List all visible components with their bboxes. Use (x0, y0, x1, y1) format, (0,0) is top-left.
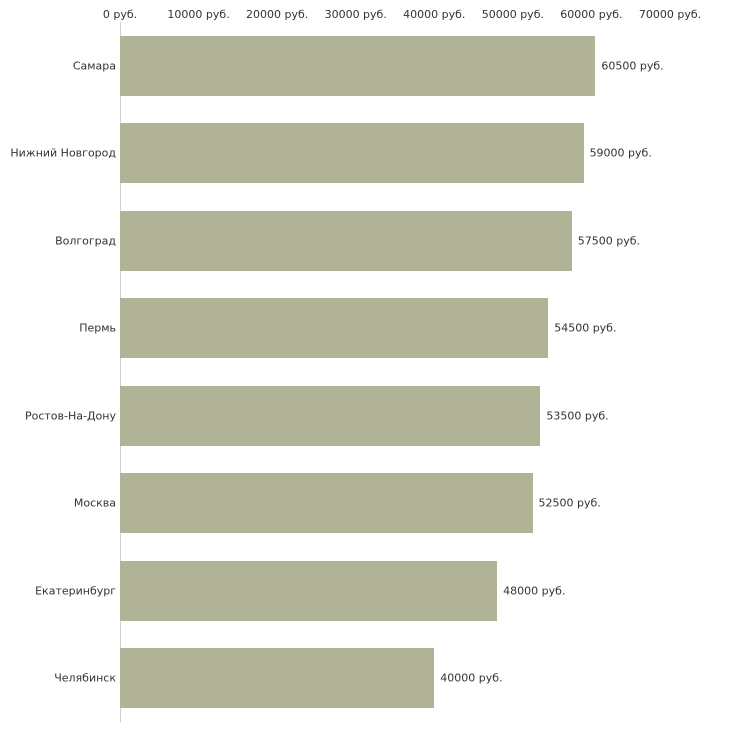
bar[interactable] (120, 561, 497, 621)
x-axis-tick-label: 20000 руб. (246, 8, 309, 21)
bar[interactable] (120, 648, 434, 708)
x-axis-tick-label: 50000 руб. (481, 8, 544, 21)
bar-row[interactable] (120, 561, 670, 621)
x-axis-tick-label: 60000 руб. (560, 8, 623, 21)
bar-row[interactable] (120, 473, 670, 533)
bar-row[interactable] (120, 298, 670, 358)
bar-value-label: 52500 руб. (538, 496, 601, 510)
category-label: Ростов-На-Дону (24, 409, 116, 423)
bar-value-label: 40000 руб. (440, 671, 503, 685)
bar[interactable] (120, 386, 540, 446)
bar-row[interactable] (120, 123, 670, 183)
bar[interactable] (120, 473, 533, 533)
plot-area (120, 22, 670, 722)
bar-row[interactable] (120, 36, 670, 96)
x-axis-tick-label: 10000 руб. (167, 8, 230, 21)
category-label: Нижний Новгород (10, 146, 116, 160)
bar[interactable] (120, 211, 572, 271)
bar-value-label: 60500 руб. (601, 59, 664, 73)
category-label: Челябинск (54, 671, 116, 685)
bar[interactable] (120, 123, 584, 183)
category-label: Екатеринбург (35, 584, 116, 598)
bar-row[interactable] (120, 648, 670, 708)
category-label: Пермь (79, 321, 116, 335)
bar-value-label: 59000 руб. (589, 146, 652, 160)
bar-value-label: 53500 руб. (546, 409, 609, 423)
bar[interactable] (120, 298, 548, 358)
bar-value-label: 48000 руб. (503, 584, 566, 598)
bar-value-label: 54500 руб. (554, 321, 617, 335)
bar-value-label: 57500 руб. (577, 234, 641, 248)
bar[interactable] (120, 36, 595, 96)
x-axis-tick-label: 30000 руб. (324, 8, 387, 21)
category-label: Москва (73, 496, 116, 510)
bar-row[interactable] (120, 386, 670, 446)
x-axis-tick-label: 70000 руб. (638, 8, 702, 21)
category-label: Волгоград (55, 234, 116, 248)
x-axis-top (0, 0, 730, 22)
x-axis-tick-label: 40000 руб. (403, 8, 466, 21)
category-label: Самара (72, 59, 116, 73)
x-axis-tick-label: 0 руб. (102, 8, 138, 21)
bar-row[interactable] (120, 211, 670, 271)
